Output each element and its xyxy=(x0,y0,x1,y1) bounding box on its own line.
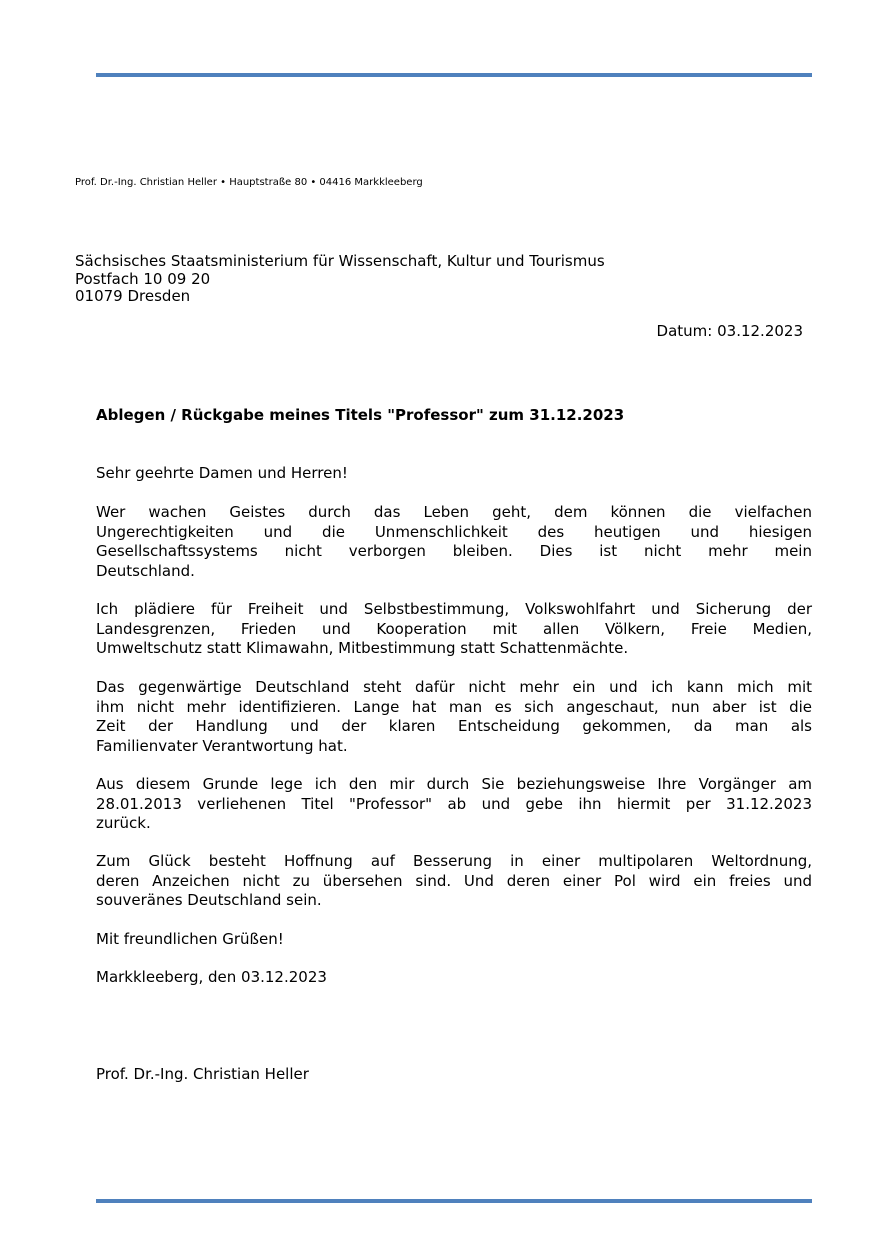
body-line: Wer wachen Geistes durch das Leben geht, dem können die vielfachen xyxy=(96,503,812,521)
body-paragraph xyxy=(96,852,812,911)
body-line: souveränes Deutschland sein. xyxy=(96,891,322,909)
body-line: Ungerechtigkeiten und die Unmenschlichkeit des heutigen und hiesigen xyxy=(96,522,812,541)
body-paragraph xyxy=(96,600,812,659)
body-line: Aus diesem Grunde lege ich den mir durch Sie beziehungsweise Ihre Vorgänger am xyxy=(96,775,812,793)
subject-line: Ablegen / Rückgabe meines Titels "Professor" zum 31.12.2023 xyxy=(96,406,625,424)
recipient-address-block xyxy=(75,253,605,306)
body-line: Umweltschutz statt Klimawahn, Mitbestimmung statt Schattenmächte. xyxy=(96,639,629,657)
date-line: Datum: 03.12.2023 xyxy=(656,322,803,340)
body-paragraph xyxy=(96,503,812,581)
recipient-po-box: Postfach 10 09 20 xyxy=(75,269,211,288)
body-line: deren Anzeichen nicht zu übersehen sind. Und deren einer Pol wird ein freies und xyxy=(96,871,812,890)
body-line: Gesellschaftssystems nicht verborgen bleiben. Dies ist nicht mehr mein xyxy=(96,542,812,560)
body-paragraph xyxy=(96,775,812,834)
body-line: zurück. xyxy=(96,814,151,832)
body-line: Das gegenwärtige Deutschland steht dafür nicht mehr ein und ich kann mich mit xyxy=(96,678,812,696)
salutation: Sehr geehrte Damen und Herren! xyxy=(96,464,348,482)
body-line: Zum Glück besteht Hoffnung auf Besserung in einer multipolaren Weltordnung, xyxy=(96,852,812,870)
body-paragraph xyxy=(96,678,812,756)
signature-name: Prof. Dr.-Ing. Christian Heller xyxy=(96,1065,309,1083)
body-line: Landesgrenzen, Frieden und Kooperation mit allen Völkern, Freie Medien, xyxy=(96,619,812,638)
top-divider-rule xyxy=(96,73,812,77)
body-line: Zeit der Handlung und der klaren Entscheidung gekommen, da man als xyxy=(96,717,812,735)
recipient-city: 01079 Dresden xyxy=(75,287,191,306)
body-line: ihm nicht mehr identifizieren. Lange hat man es sich angeschaut, nun aber ist die xyxy=(96,697,812,716)
place-and-date-line: Markkleeberg, den 03.12.2023 xyxy=(96,968,327,986)
body-line: 28.01.2013 verliehenen Titel "Professor" ab und gebe ihn hiermit per 31.12.2023 xyxy=(96,794,812,813)
sender-return-address: Prof. Dr.-Ing. Christian Heller • Hauptstraße 80 • 04416 Markkleeberg xyxy=(75,177,423,188)
closing-phrase: Mit freundlichen Grüßen! xyxy=(96,930,284,948)
recipient-name: Sächsisches Staatsministerium für Wissenschaft, Kultur und Tourismus xyxy=(75,252,605,270)
body-line: Deutschland. xyxy=(96,561,195,580)
body-line: Ich plädiere für Freiheit und Selbstbestimmung, Volkswohlfahrt und Sicherung der xyxy=(96,600,812,618)
bottom-divider-rule xyxy=(96,1199,812,1203)
body-line: Familienvater Verantwortung hat. xyxy=(96,736,348,755)
